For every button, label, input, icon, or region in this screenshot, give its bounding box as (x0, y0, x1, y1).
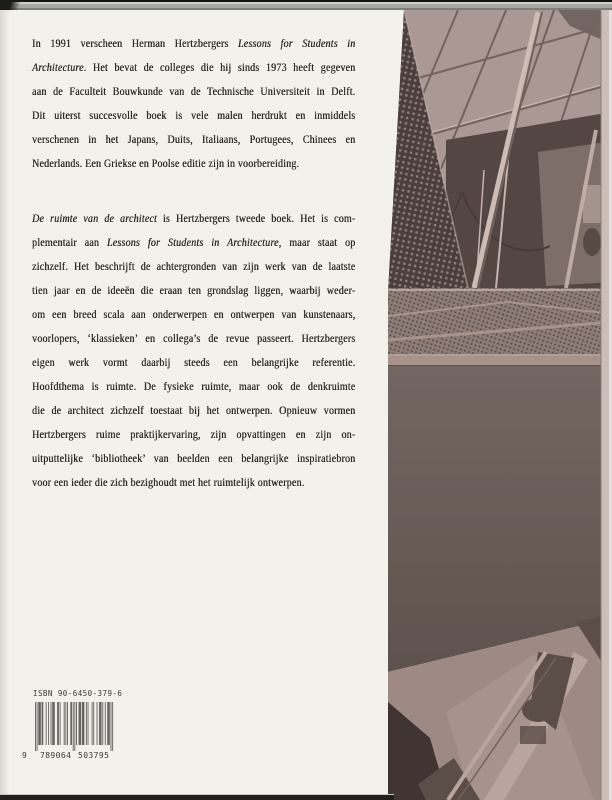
body-text: In 1991 verscheen Herman Hertzbergers (32, 37, 238, 50)
text-line (32, 351, 355, 375)
body-text: voorlopers, ‘klassieken’ en collega’s de revue passeert. Hertzbergers (32, 332, 356, 345)
body-text: uitputtelijke ‘bibliotheek’ van beelden een belangrijke inspiratiebron (32, 452, 356, 465)
ean-barcode (34, 702, 116, 753)
body-text: , maar staat op (278, 236, 356, 249)
barcode-bar (102, 702, 103, 745)
barcode-bar (48, 702, 49, 745)
text-line (32, 56, 355, 80)
barcode-bar (71, 702, 72, 745)
text-line (32, 447, 355, 471)
pink-tint-overlay (388, 10, 612, 800)
italic-title-text: Lessons for Students in Architecture (106, 236, 279, 249)
text-line (32, 104, 355, 128)
barcode-digit-group: 503795 (78, 751, 110, 760)
barcode-bar (53, 702, 54, 745)
barcode-bar (99, 702, 100, 745)
barcode-bar (101, 702, 102, 745)
barcode-bar (60, 702, 61, 745)
back-cover-text (32, 32, 355, 495)
body-text: is Hertzbergers tweede boek. Het is com- (156, 212, 356, 225)
body-text: eigen werk vormt daarbij steeds een belangrijke referentie. (32, 356, 356, 369)
body-text: voor een ieder die zich bezighoudt met het ruimtelijk ontwerpen. (32, 476, 305, 489)
body-text: . Het bevat de colleges die hij sinds 1973 heeft gegeven (83, 61, 356, 74)
barcode-bar (52, 702, 53, 745)
text-line (32, 375, 355, 399)
text-line (32, 207, 355, 231)
scan-corner-shadow (0, 0, 26, 10)
text-line (32, 255, 355, 279)
barcode-bar (67, 702, 68, 745)
barcode-bar (35, 702, 36, 751)
body-text: die de architect zichzelf toestaat bij het ontwerpen. Opnieuw vormen (32, 404, 356, 417)
scan-bottom-edge (0, 794, 394, 800)
body-text: verschenen in het Japans, Duits, Italiaans, Portugees, Chinees en (32, 133, 356, 146)
body-text: Nederlands. Een Griekse en Poolse editie zijn in voorbereiding. (32, 157, 300, 170)
barcode-bar (97, 702, 98, 745)
body-text: plementair aan (32, 236, 107, 249)
text-line (32, 152, 355, 176)
italic-title-text: De ruimte van de architect (32, 212, 157, 225)
barcode-digit-group: 9 (22, 751, 28, 760)
barcode-bar (54, 702, 55, 745)
barcode-bar (105, 702, 106, 745)
barcode-bar (73, 702, 74, 751)
scan-top-edge (0, 0, 612, 10)
barcode-bar (86, 702, 87, 745)
body-text: aan de Faculteit Bouwkunde van de Technische Universiteit in Delft. (32, 85, 356, 98)
barcode-bar (100, 702, 101, 745)
barcode-bar (76, 702, 77, 745)
text-line (32, 128, 355, 152)
cover-photo (388, 10, 612, 800)
barcode-bar (42, 702, 43, 745)
barcode-bar (64, 702, 65, 745)
barcode-bar (93, 702, 94, 745)
barcode-digit-group: 789064 (40, 751, 72, 760)
barcode-bar (51, 702, 52, 745)
text-line (32, 32, 355, 56)
text-line (32, 471, 355, 495)
body-text: om een breed scala aan onderwerpen en ontwerpen van kunstenaars, (32, 308, 356, 321)
barcode-bar (108, 702, 109, 745)
barcode-bar (83, 702, 84, 745)
italic-title-text: Architecture (32, 61, 84, 74)
text-line (32, 423, 355, 447)
body-text: zichzelf. Het beschrijft de achtergronden van zijn werk van de laatste (32, 260, 356, 273)
paragraph (32, 207, 355, 495)
italic-title-text: Lessons for Students in (237, 37, 356, 50)
barcode-bar (82, 702, 83, 745)
body-text: Hoofdthema is ruimte. De fysieke ruimte, maar ook de denkruimte (32, 380, 356, 393)
text-line (32, 279, 355, 303)
barcode-bar (80, 702, 81, 745)
text-line (32, 80, 355, 104)
barcode-bar (109, 702, 110, 745)
barcode-bar (39, 702, 40, 745)
barcode-bar (111, 702, 112, 751)
barcode-bar (57, 702, 58, 745)
body-text: Dit uiterst succesvolle boek is vele malen herdrukt en inmiddels (32, 109, 356, 122)
barcode-bar (79, 702, 80, 745)
text-line (32, 303, 355, 327)
text-line (32, 231, 355, 255)
barcode-bar (65, 702, 66, 745)
barcode-bar (83, 702, 84, 745)
text-line (32, 399, 355, 423)
barcode-bar (38, 702, 39, 745)
barcode-bar (40, 702, 41, 745)
barcode-bar (74, 702, 75, 751)
text-line (32, 327, 355, 351)
barcode-bar (37, 702, 38, 751)
body-text: tien jaar en de ideeën die eraan ten grondslag liggen, waarbij weder- (32, 284, 356, 297)
barcode-bar (42, 702, 43, 745)
barcode-bar (88, 702, 89, 745)
barcode-bar (107, 702, 108, 745)
barcode-bar (70, 702, 71, 745)
barcode-bar (92, 702, 93, 745)
barcode-bar (112, 702, 113, 751)
paragraph (32, 32, 355, 176)
body-text: Hertzbergers ruime praktijkervaring, zijn opvattingen en zijn on- (32, 428, 356, 441)
cover-left-shadow (0, 10, 10, 800)
barcode-bar (58, 702, 59, 745)
barcode-bar (79, 702, 80, 745)
barcode-bar (46, 702, 47, 745)
isbn-label: ISBN 90-6450-379-6 (33, 689, 123, 698)
